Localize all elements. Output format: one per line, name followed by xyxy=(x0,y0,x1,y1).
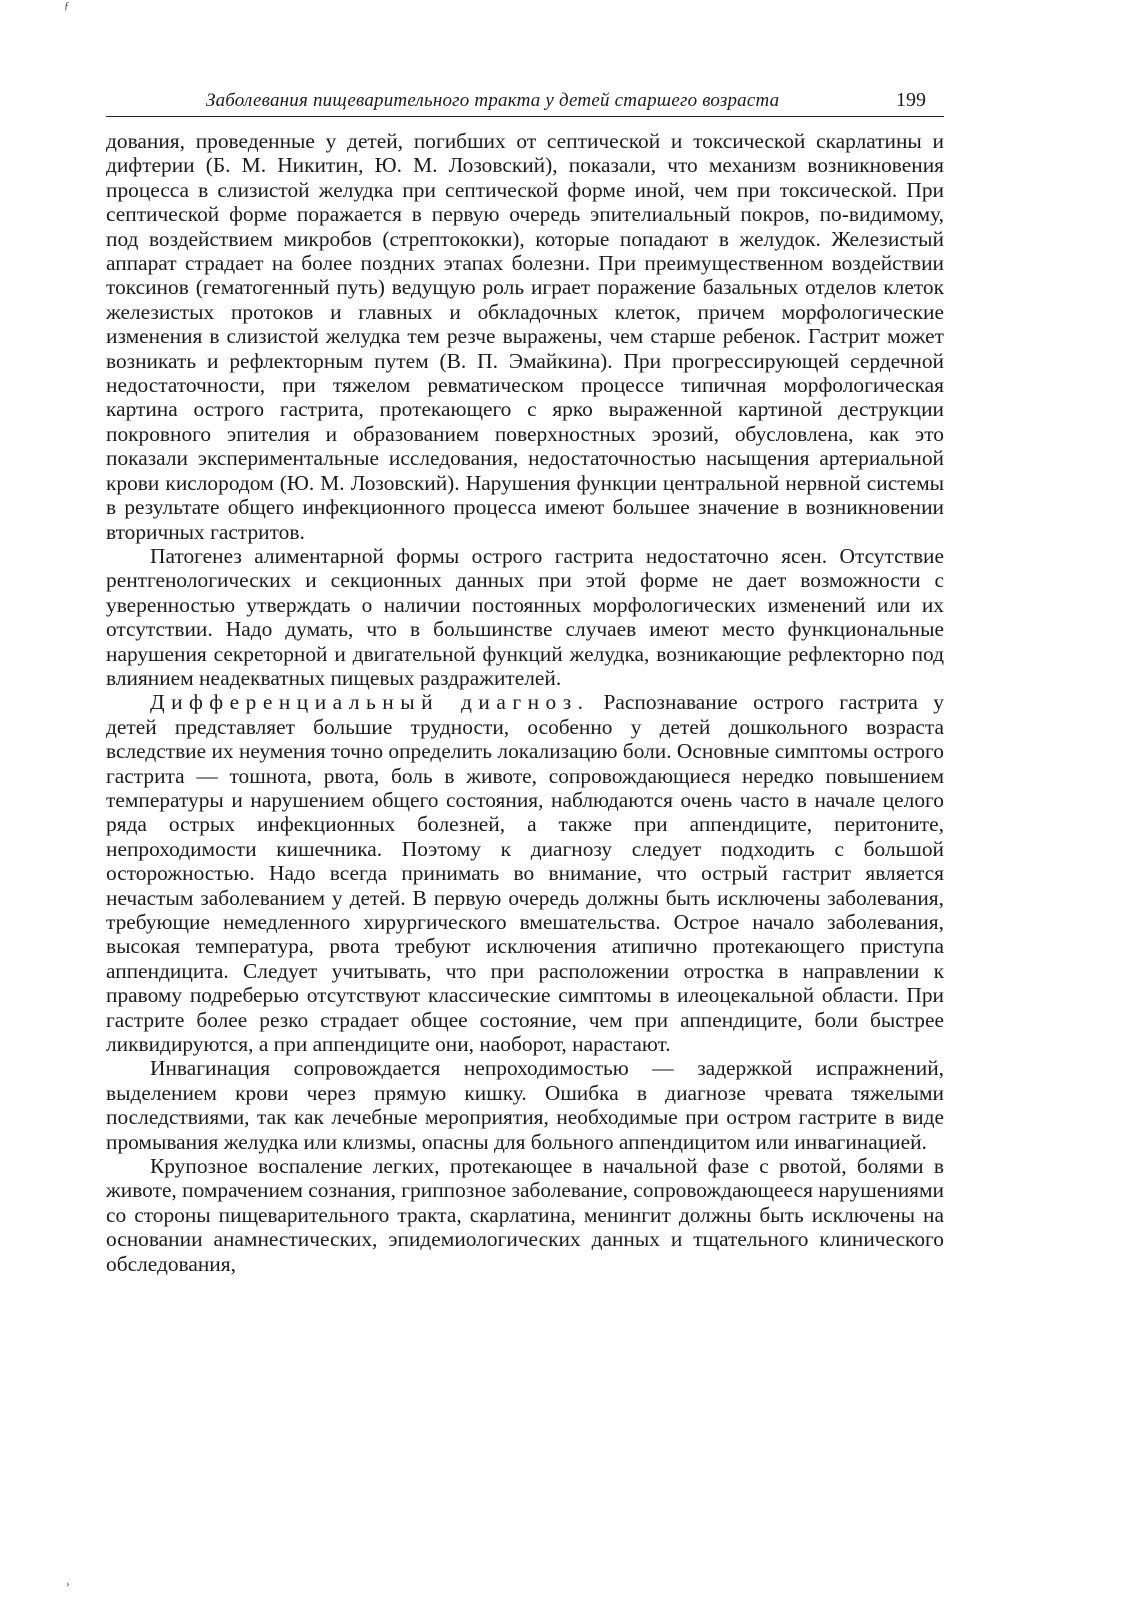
running-header xyxy=(106,86,944,117)
paragraph-pathogenesis xyxy=(106,544,944,690)
paragraph-text: Патогенез алиментарной формы острого гастрита недостаточно ясен. Отсутствие рентгенологических и секционных данных при этой форме не дает возможности с уверенностью утверждать о наличии постоянных морфологических изменений или их отсутствии. Надо думать, что в большинстве случаев имеют место функциональные нарушения секреторной и двигательной функций желудка, возникающие рефлекторно под влиянием неадекватных пищевых раздражителей. xyxy=(106,543,944,690)
book-page xyxy=(106,86,944,1276)
paragraph-differential-diagnosis xyxy=(106,690,944,1056)
margin-mark-bottom: › xyxy=(66,1578,70,1590)
page-number: 199 xyxy=(896,89,926,111)
paragraph-text: дования, проведенные у детей, погибших от септической и токсической скарлатины и дифтерии (Б. М. Никитин, Ю. М. Лозовский), показали, что механизм возникновения процесса в слизистой желудка при септической форме иной, чем при токсической. При септической форме поражается в первую очередь эпителиальный покров, по-видимому, под воздействием микробов (стрептококки), которые попадают в желудок. Железистый аппарат страдает на более поздних этапах болезни. При преимущественном воздействии токсинов (гематогенный путь) ведущую роль играет поражение базальных отделов клеток железистых протоков и главных и обкладочных клеток, причем морфологические изменения в слизистой желудка тем резче выражены, чем старше ребенок. Гастрит может возникать и рефлекторным путем (В. П. Эмайкина). При прогрессирующей сердечной недостаточности, при тяжелом ревматическом процессе типичная морфологическая картина острого гастрита, протекающего с ярко выраженной картиной деструкции покровного эпителия и образованием поверхностных эрозий, обусловлена, как это показали экспериментальные исследования, недостаточностью насыщения артериальной крови кислородом (Ю. М. Лозовский). Нарушения функции центральной нервной системы в результате общего инфекционного процесса имеют большее значение в возникновении вторичных гастритов. xyxy=(106,129,944,544)
paragraph-invagination xyxy=(106,1056,944,1154)
margin-mark-top: ƒ xyxy=(64,0,70,12)
paragraph-continued xyxy=(106,129,944,544)
paragraph-pneumonia xyxy=(106,1154,944,1276)
paragraph-text: Распознавание острого гастрита у детей представляет большие трудности, особенно у детей дошкольного возраста вследствие их неумения точно определить локализацию боли. Основные симптомы острого гастрита — тошнота, рвота, боль в животе, сопровождающиеся нередко повышением температуры и нарушением общего состояния, наблюдаются очень часто в начале целого ряда острых инфекционных болезней, а также при аппендиците, перитоните, непроходимости кишечника. Поэтому к диагнозу следует подходить с большой осторожностью. Надо всегда принимать во внимание, что острый гастрит является нечастым заболеванием у детей. В первую очередь должны быть исключены заболевания, требующие немедленного хирургического вмешательства. Острое начало заболевания, высокая температура, рвота требуют исключения атипично протекающего приступа аппендицита. Следует учитывать, что при расположении отростка в направлении к правому подреберью отсутствуют классические симптомы в илеоцекальной области. При гастрите более резко страдает общее состояние, чем при аппендиците, боли быстрее ликвидируются, а при аппендиците они, наоборот, нарастают. xyxy=(106,690,944,1057)
section-heading-spaced: Дифференциальный диагноз. xyxy=(150,690,590,715)
running-title: Заболевания пищеварительного тракта у детей старшего возраста xyxy=(206,90,780,111)
paragraph-text: Крупозное воспаление легких, протекающее в начальной фазе с рвотой, болями в животе, помрачением сознания, гриппозное заболевание, сопровождающееся нарушениями со стороны пищеварительного тракта, скарлатина, менингит должны быть исключены на основании анамнестических, эпидемиологических данных и тщательного клинического обследования, xyxy=(106,1154,944,1276)
body-text xyxy=(106,129,944,1276)
paragraph-text: Инвагинация сопровождается непроходимостью — задержкой испражнений, выделением крови через прямую кишку. Ошибка в диагнозе чревата тяжелыми последствиями, так как лечебные мероприятия, необходимые при остром гастрите в виде промывания желудка или клизмы, опасны для больного аппендицитом или инвагинацией. xyxy=(106,1056,944,1154)
